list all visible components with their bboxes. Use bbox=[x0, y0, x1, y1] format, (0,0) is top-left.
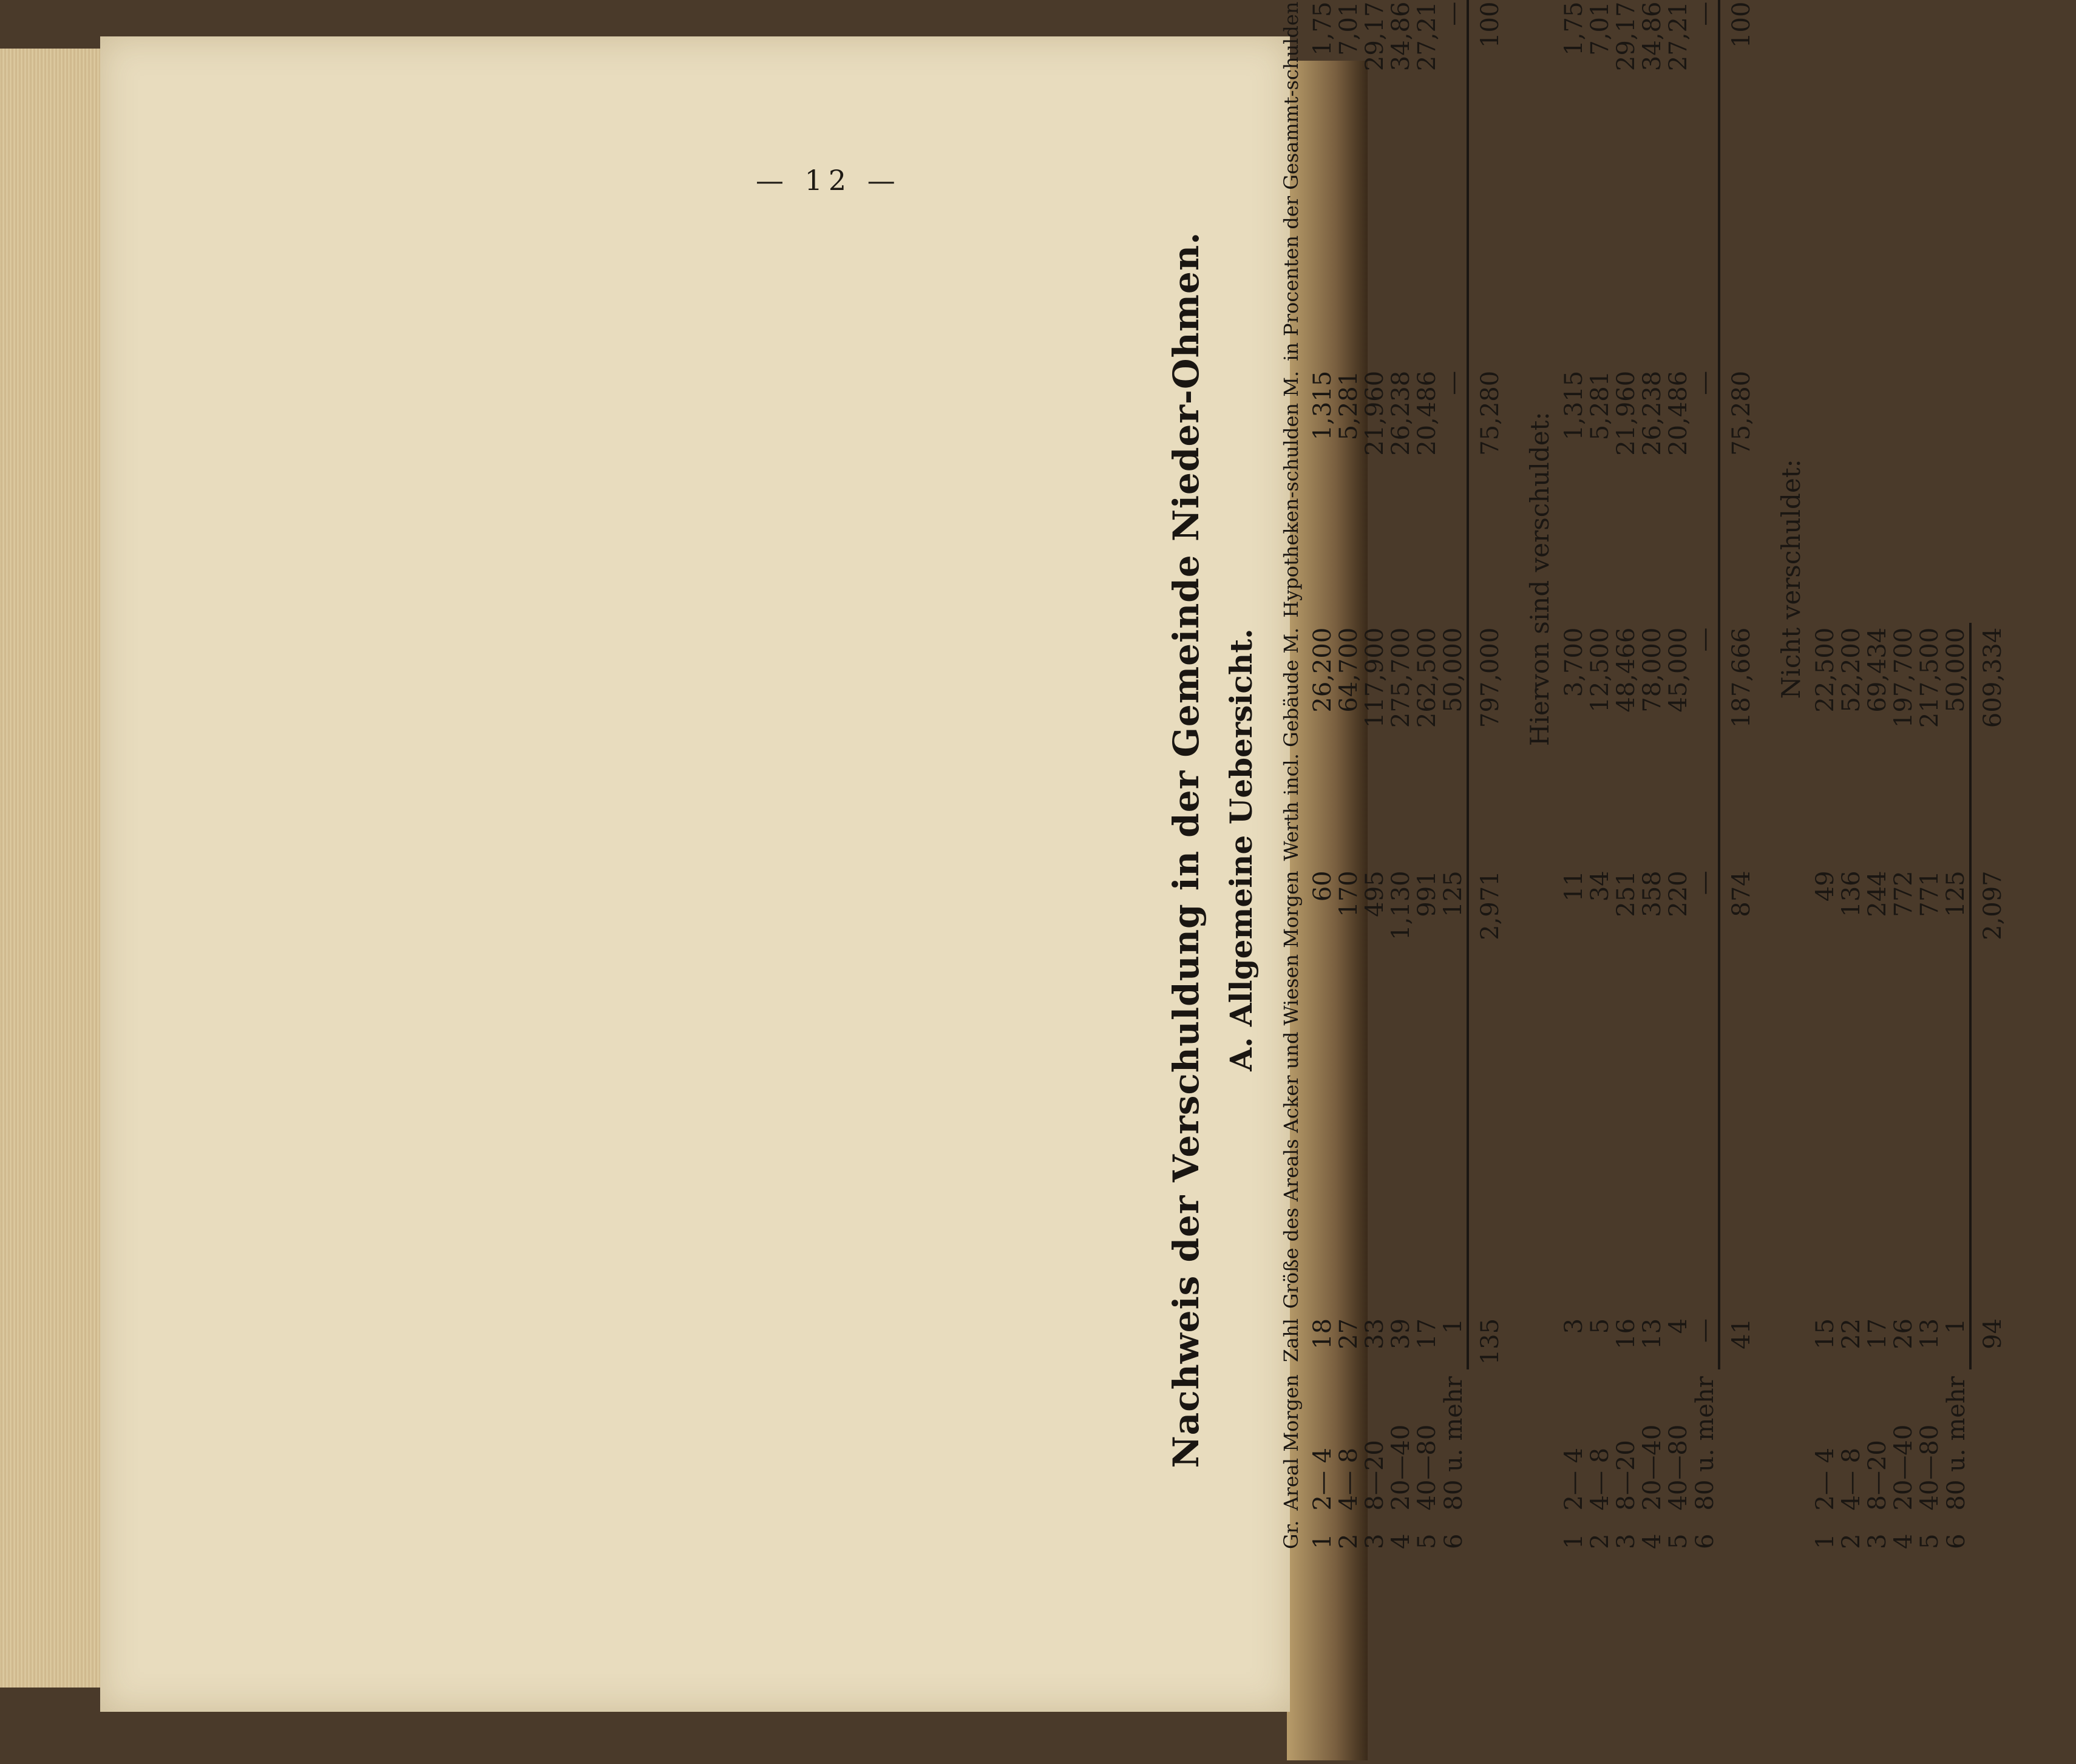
cell-areal: 8—20 bbox=[1361, 1440, 1389, 1511]
table-row bbox=[1613, 0, 1640, 1554]
header-groesse: Größe des Areals Acker und Wiesen Morgen bbox=[1280, 870, 1303, 1309]
cell-gr: 5 bbox=[1916, 1533, 1944, 1549]
total-cell-gr bbox=[1970, 1515, 2018, 1554]
cell-hypotheken bbox=[1891, 366, 1917, 623]
cell-groesse: 220 bbox=[1664, 870, 1692, 917]
table-header-row bbox=[1281, 0, 1310, 1554]
table-row bbox=[1813, 0, 1839, 1554]
cell-gr: 5 bbox=[1664, 1533, 1692, 1549]
header-zahl: Zahl bbox=[1280, 1318, 1303, 1363]
cell-zahl: 33 bbox=[1361, 1318, 1389, 1349]
cell-werth: 275,700 bbox=[1387, 627, 1415, 728]
cell-procent-schulden: 34,86 bbox=[1638, 1, 1666, 72]
cell-werth: 64,700 bbox=[1335, 627, 1363, 713]
cell-werth: 3,700 bbox=[1560, 627, 1588, 697]
cell-hypotheken: 20,486 bbox=[1413, 370, 1441, 456]
cell-zahl: 5 bbox=[1586, 1318, 1614, 1334]
page-number: — 12 — bbox=[756, 164, 901, 197]
cell-zahl: 3 bbox=[1560, 1318, 1588, 1334]
cell-procent-schulden bbox=[1917, 0, 1943, 366]
cell-hypotheken: 26,238 bbox=[1387, 370, 1415, 456]
total-cell-areal bbox=[1719, 1369, 1767, 1515]
header-areal: Areal Morgen bbox=[1280, 1374, 1303, 1511]
cell-hypotheken bbox=[1943, 366, 1970, 623]
total-cell-hypotheken bbox=[1970, 366, 2018, 623]
cell-groesse: 60 bbox=[1309, 870, 1337, 902]
cell-procent-schulden: 7,01 bbox=[1335, 1, 1363, 56]
header-werth: Werth incl. Gebäude M. bbox=[1280, 627, 1303, 861]
cell-areal: 4— 8 bbox=[1586, 1447, 1614, 1511]
cell-areal: 4— 8 bbox=[1335, 1447, 1363, 1511]
cell-procent-schulden: 29,17 bbox=[1361, 1, 1389, 72]
cell-werth: 117,900 bbox=[1361, 627, 1389, 728]
total-cell-werth: 187,666 bbox=[1719, 623, 1767, 866]
cell-gr: 4 bbox=[1387, 1533, 1415, 1549]
cell-procent-schulden: 29,17 bbox=[1612, 1, 1640, 72]
cell-gr: 2 bbox=[1335, 1533, 1363, 1549]
total-cell-werth: 797,000 bbox=[1468, 623, 1516, 866]
cell-zahl: 1 bbox=[1942, 1318, 1970, 1334]
cell-procent-schulden: — bbox=[1691, 1, 1718, 26]
cell-hypotheken: 5,281 bbox=[1335, 370, 1363, 441]
cell-zahl: 17 bbox=[1864, 1318, 1891, 1349]
cell-zahl: 15 bbox=[1811, 1318, 1839, 1349]
cell-areal: 80 u. mehr bbox=[1942, 1376, 1970, 1511]
cell-gr: 6 bbox=[1691, 1533, 1719, 1549]
total-cell-procent-schulden: 100 bbox=[1719, 0, 1767, 366]
cell-groesse: 125 bbox=[1942, 870, 1970, 917]
cell-zahl: 13 bbox=[1916, 1318, 1944, 1349]
cell-procent-schulden bbox=[1839, 0, 1865, 366]
table-row bbox=[1414, 0, 1440, 1554]
total-cell-areal bbox=[1468, 1369, 1516, 1515]
section-heading: Hiervon sind verschuldet: bbox=[1525, 412, 1555, 747]
cell-werth: 50,000 bbox=[1439, 627, 1467, 713]
cell-werth: 262,500 bbox=[1413, 627, 1441, 728]
cell-gr: 1 bbox=[1309, 1533, 1337, 1549]
cell-areal: 2— 4 bbox=[1811, 1447, 1839, 1511]
cell-hypotheken: — bbox=[1439, 370, 1467, 395]
cell-zahl: 27 bbox=[1335, 1318, 1363, 1349]
cell-areal: 4— 8 bbox=[1837, 1447, 1865, 1511]
total-cell-areal bbox=[1970, 1369, 2018, 1515]
total-cell-hypotheken: 75,280 bbox=[1719, 366, 1767, 623]
cell-gr: 6 bbox=[1440, 1533, 1468, 1549]
cell-werth: — bbox=[1691, 627, 1718, 652]
cell-hypotheken: 1,315 bbox=[1309, 370, 1337, 441]
cell-hypotheken: 21,960 bbox=[1361, 370, 1389, 456]
cell-procent-schulden: 1,75 bbox=[1309, 1, 1337, 56]
header-gr: Gr. bbox=[1280, 1520, 1303, 1549]
cell-zahl: 4 bbox=[1664, 1318, 1692, 1334]
cell-areal: 20—40 bbox=[1638, 1424, 1666, 1511]
cell-werth: 78,000 bbox=[1638, 627, 1666, 713]
total-cell-werth: 609,334 bbox=[1970, 623, 2018, 866]
document-title: Nachweis der Verschuldung in der Gemeinde Nieder-Ohmen. bbox=[1165, 231, 1207, 1468]
cell-zahl: 17 bbox=[1413, 1318, 1441, 1349]
table-row bbox=[1917, 0, 1943, 1554]
cell-groesse: 125 bbox=[1439, 870, 1467, 917]
cell-gr: 3 bbox=[1864, 1533, 1891, 1549]
cell-werth: 48,466 bbox=[1612, 627, 1640, 713]
section-heading: Nicht verschuldet: bbox=[1776, 459, 1806, 699]
cell-hypotheken: 5,281 bbox=[1586, 370, 1614, 441]
total-cell-zahl: 41 bbox=[1719, 1314, 1767, 1369]
cell-werth: 12,500 bbox=[1586, 627, 1614, 713]
cell-procent-schulden: — bbox=[1439, 1, 1467, 26]
cell-groesse: 34 bbox=[1586, 870, 1614, 902]
cell-werth: 69,434 bbox=[1864, 627, 1891, 713]
header-procent-schulden: in Procenten der Gesammt-schulden bbox=[1280, 1, 1303, 361]
total-cell-procent-schulden bbox=[1970, 0, 2018, 366]
cell-zahl: 39 bbox=[1387, 1318, 1415, 1349]
cell-zahl: 22 bbox=[1837, 1318, 1865, 1349]
total-row bbox=[1719, 0, 1767, 1554]
table-row bbox=[1865, 0, 1891, 1554]
cell-groesse: 11 bbox=[1560, 870, 1588, 902]
cell-werth: 52,200 bbox=[1837, 627, 1865, 713]
cell-gr: 4 bbox=[1638, 1533, 1666, 1549]
table-row bbox=[1943, 0, 1970, 1554]
table-row bbox=[1891, 0, 1917, 1554]
total-row bbox=[1970, 0, 2018, 1554]
total-cell-zahl: 94 bbox=[1970, 1314, 2018, 1369]
cell-procent-schulden: 27,21 bbox=[1413, 1, 1441, 72]
cell-groesse: 358 bbox=[1638, 870, 1666, 917]
cell-zahl: 16 bbox=[1612, 1318, 1640, 1349]
cell-procent-schulden bbox=[1943, 0, 1970, 366]
cell-areal: 2— 4 bbox=[1560, 1447, 1588, 1511]
cell-groesse: 251 bbox=[1612, 870, 1640, 917]
table-row bbox=[1587, 0, 1613, 1554]
total-cell-gr bbox=[1468, 1515, 1516, 1554]
table-row bbox=[1561, 0, 1587, 1554]
table-row bbox=[1362, 0, 1388, 1554]
cell-areal: 40—80 bbox=[1916, 1424, 1944, 1511]
table-body bbox=[1310, 0, 2018, 1554]
cell-zahl: — bbox=[1691, 1318, 1718, 1343]
cell-hypotheken: 21,960 bbox=[1612, 370, 1640, 456]
cell-hypotheken: 1,315 bbox=[1560, 370, 1588, 441]
cell-groesse: 49 bbox=[1811, 870, 1839, 902]
header-hypotheken: Hypotheken-schulden M. bbox=[1280, 370, 1303, 618]
cell-procent-schulden: 7,01 bbox=[1586, 1, 1614, 56]
cell-werth: 26,200 bbox=[1309, 627, 1337, 713]
cell-groesse: 772 bbox=[1890, 870, 1918, 917]
cell-groesse: 495 bbox=[1361, 870, 1389, 917]
cell-hypotheken: — bbox=[1691, 370, 1718, 395]
cell-groesse: 244 bbox=[1864, 870, 1891, 917]
table-row bbox=[1640, 0, 1666, 1554]
cell-gr: 3 bbox=[1361, 1533, 1389, 1549]
book-page-edges bbox=[0, 49, 107, 1688]
cell-procent-schulden: 34,86 bbox=[1387, 1, 1415, 72]
cell-areal: 40—80 bbox=[1664, 1424, 1692, 1511]
cell-groesse: 771 bbox=[1916, 870, 1944, 917]
cell-groesse: — bbox=[1691, 870, 1718, 895]
cell-zahl: 26 bbox=[1890, 1318, 1918, 1349]
cell-groesse: 1,130 bbox=[1387, 870, 1415, 940]
cell-areal: 8—20 bbox=[1864, 1440, 1891, 1511]
table-row bbox=[1388, 0, 1414, 1554]
table-row bbox=[1310, 0, 1336, 1554]
cell-gr: 1 bbox=[1811, 1533, 1839, 1549]
cell-gr: 1 bbox=[1560, 1533, 1588, 1549]
total-cell-groesse: 2,097 bbox=[1970, 866, 2018, 1314]
cell-procent-schulden: 27,21 bbox=[1664, 1, 1692, 72]
cell-hypotheken bbox=[1813, 366, 1839, 623]
table-row bbox=[1440, 0, 1468, 1554]
cell-procent-schulden bbox=[1865, 0, 1891, 366]
total-cell-groesse: 874 bbox=[1719, 866, 1767, 1314]
total-row bbox=[1468, 0, 1516, 1554]
cell-zahl: 18 bbox=[1309, 1318, 1337, 1349]
cell-werth: 50,000 bbox=[1942, 627, 1970, 713]
cell-groesse: 170 bbox=[1335, 870, 1363, 917]
cell-hypotheken bbox=[1865, 366, 1891, 623]
cell-groesse: 136 bbox=[1837, 870, 1865, 917]
cell-werth: 217,500 bbox=[1916, 627, 1944, 728]
cell-gr: 3 bbox=[1612, 1533, 1640, 1549]
cell-zahl: 1 bbox=[1439, 1318, 1467, 1334]
table-row bbox=[1666, 0, 1692, 1554]
total-cell-groesse: 2,971 bbox=[1468, 866, 1516, 1314]
cell-gr: 2 bbox=[1837, 1533, 1865, 1549]
cell-gr: 6 bbox=[1942, 1533, 1970, 1549]
cell-procent-schulden bbox=[1813, 0, 1839, 366]
cell-areal: 8—20 bbox=[1612, 1440, 1640, 1511]
rotated-table-content bbox=[1165, 1, 2076, 1578]
cell-procent-schulden: 1,75 bbox=[1560, 1, 1588, 56]
cell-werth: 22,500 bbox=[1811, 627, 1839, 713]
total-cell-procent-schulden: 100 bbox=[1468, 0, 1516, 366]
book-page bbox=[100, 36, 1290, 1712]
cell-groesse: 991 bbox=[1413, 870, 1441, 917]
cell-hypotheken: 20,486 bbox=[1664, 370, 1692, 456]
cell-gr: 2 bbox=[1586, 1533, 1614, 1549]
cell-zahl: 13 bbox=[1638, 1318, 1666, 1349]
cell-areal: 80 u. mehr bbox=[1440, 1376, 1468, 1511]
total-cell-zahl: 135 bbox=[1468, 1314, 1516, 1369]
cell-werth: 197,700 bbox=[1890, 627, 1918, 728]
section-heading-row bbox=[1516, 0, 1561, 1554]
cell-areal: 20—40 bbox=[1890, 1424, 1918, 1511]
cell-gr: 5 bbox=[1413, 1533, 1441, 1549]
cell-areal: 40—80 bbox=[1413, 1424, 1441, 1511]
cell-areal: 80 u. mehr bbox=[1691, 1376, 1719, 1511]
cell-gr: 4 bbox=[1890, 1533, 1918, 1549]
total-cell-gr bbox=[1719, 1515, 1767, 1554]
cell-areal: 2— 4 bbox=[1309, 1447, 1337, 1511]
section-heading-row bbox=[1767, 0, 1813, 1554]
table-row bbox=[1336, 0, 1362, 1554]
table-row bbox=[1839, 0, 1865, 1554]
cell-hypotheken bbox=[1839, 366, 1865, 623]
table-row bbox=[1692, 0, 1719, 1554]
cell-areal: 20—40 bbox=[1387, 1424, 1415, 1511]
total-cell-hypotheken: 75,280 bbox=[1468, 366, 1516, 623]
cell-werth: 45,000 bbox=[1664, 627, 1692, 713]
section-subtitle: A. Allgemeine Uebersicht. bbox=[1223, 628, 1259, 1071]
cell-hypotheken bbox=[1917, 366, 1943, 623]
debt-table bbox=[1281, 0, 2018, 1554]
cell-hypotheken: 26,238 bbox=[1638, 370, 1666, 456]
cell-procent-schulden bbox=[1891, 0, 1917, 366]
